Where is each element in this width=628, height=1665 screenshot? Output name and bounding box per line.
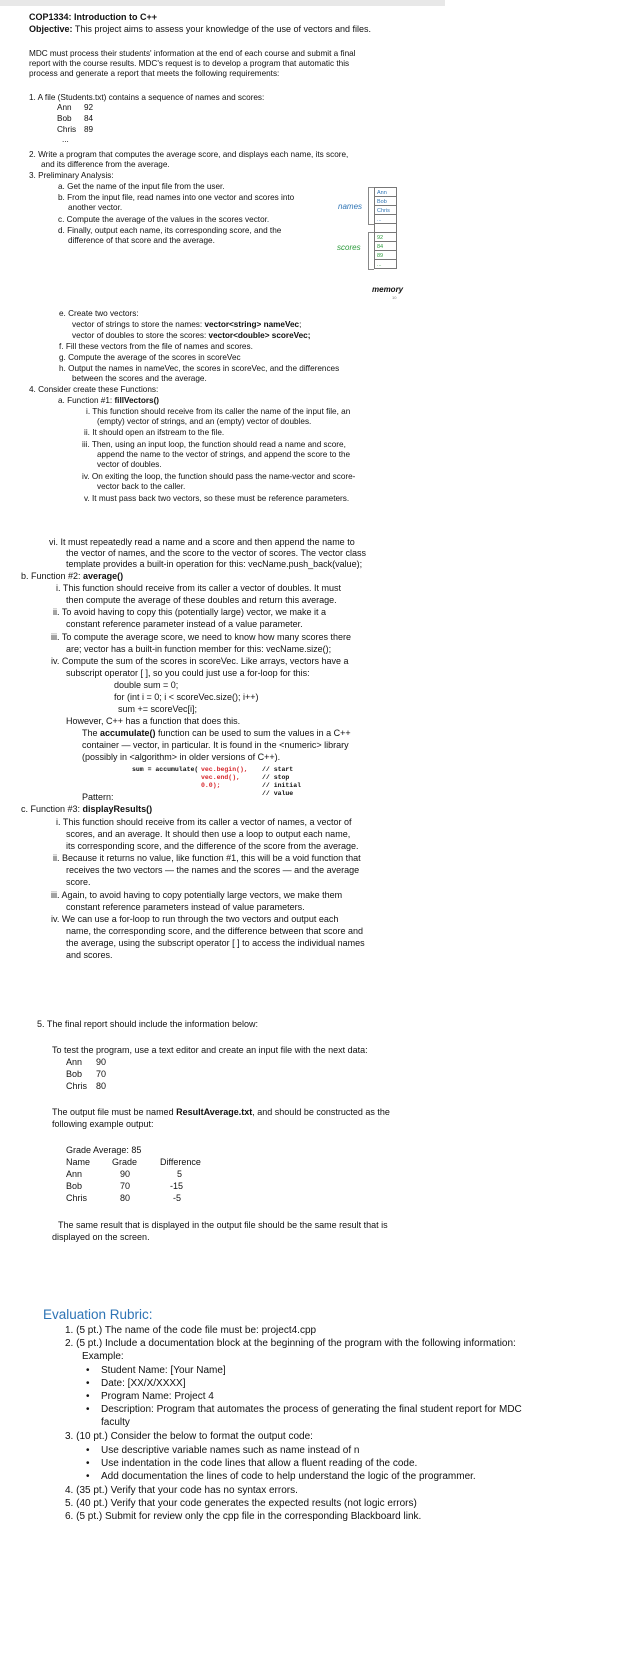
pattern-label: Pattern: (82, 792, 114, 802)
accumulate-arg: 0.0); (201, 782, 221, 789)
scores-cell: 92 (374, 232, 397, 242)
f3-ii: ii. Because it returns no value, like function #1, this will be a void function that (53, 853, 361, 863)
f1-vi: vi. It must repeatedly read a name and a score and then append the name to (49, 537, 355, 547)
f3-iv-cont: name, the corresponding score, and the difference between that score and (66, 926, 364, 936)
f3-i: i. This function should receive from its caller a vector of names, a vector of (56, 817, 352, 827)
accumulate-comment: // value (262, 790, 294, 797)
student-name: Ann (57, 103, 72, 112)
f1-vi-cont: template provides a built-in operation for this: vecName.push_back(value); (66, 559, 363, 569)
accumulate-comment: // stop (262, 774, 290, 781)
item-1: 1. A file (Students.txt) contains a sequence of names and scores: (29, 93, 265, 102)
column-header-grade: Grade (112, 1157, 138, 1167)
however-line: However, C++ has a function that does this. (66, 716, 241, 726)
item-5: 5. The final report should include the information below: (37, 1019, 258, 1029)
names-cell: Ann (374, 187, 397, 197)
f1-ii: ii. It should open an ifstream to the file. (84, 428, 225, 437)
rubric-bullet: Add documentation the lines of code to help understand the logic of the programmer. (101, 1471, 476, 1482)
student-name: Bob (57, 114, 72, 123)
ellipsis: ... (62, 135, 69, 144)
text: vector of doubles to store the scores: (72, 331, 209, 340)
text: The (82, 728, 101, 738)
f1-iv-cont: vector back to the caller. (97, 482, 186, 491)
scores-cell: ... (374, 259, 397, 269)
function-name: displayResults() (82, 804, 153, 814)
f2-iv-cont: subscript operator [ ], so you could just use a for-loop for this: (66, 668, 310, 678)
f1-v: v. It must pass back two vectors, so these must be reference parameters. (84, 494, 350, 503)
function-3-heading (21, 805, 152, 814)
input-name: Bob (66, 1069, 83, 1079)
scores-cell: 84 (374, 241, 397, 251)
f1-iv: iv. On exiting the loop, the function should pass the name-vector and score- (82, 472, 356, 481)
item-3e-strings (72, 321, 301, 329)
result-difference: 5 (177, 1169, 183, 1179)
accumulate-line (82, 729, 351, 738)
f3-i-cont: scores, and an average. It should then use a loop to output each name, (66, 829, 351, 839)
rubric-item-5: 5. (40 pt.) Verify that your code generates the expected results (not logic errors) (65, 1498, 417, 1509)
item-3c: c. Compute the average of the values in the scores vector. (58, 215, 270, 224)
output-file-line-cont: following example output: (52, 1119, 154, 1129)
item-3d: d. Finally, output each name, its corresponding score, and the (58, 226, 282, 235)
student-score: 84 (84, 114, 94, 123)
f1-iii-cont: append the name to the vector of strings, and append the score to the (97, 450, 351, 459)
objective-text: This project aims to assess your knowledge of the use of vectors and files. (74, 24, 372, 34)
result-difference: -5 (173, 1193, 182, 1203)
f1-vi-cont: the vector of names, and the score to the vector of scores. The vector class (66, 548, 366, 558)
rubric-title: Evaluation Rubric: (43, 1307, 153, 1322)
f3-iv-cont: the average, using the subscript operator [ ] to access the individual names (66, 938, 365, 948)
item-3e-doubles (72, 332, 310, 340)
item-4: 4. Consider create these Functions: (29, 385, 159, 394)
function-name: average() (83, 571, 124, 581)
rubric-bullet: Program Name: Project 4 (101, 1391, 214, 1402)
text: b. Function #2: (21, 571, 84, 581)
f1-iii: iii. Then, using an input loop, the function should read a name and score, (82, 440, 346, 449)
scores-cell: 89 (374, 250, 397, 260)
item-3a: a. Get the name of the input file from the user. (58, 182, 225, 191)
output-file-name: ResultAverage.txt (176, 1107, 253, 1117)
result-name: Chris (66, 1193, 88, 1203)
text: The output file must be named (52, 1107, 177, 1117)
bullet-icon: • (86, 1458, 90, 1469)
objective-line (29, 25, 371, 34)
same-result-line-cont: displayed on the screen. (52, 1232, 150, 1242)
f3-i-cont: its corresponding score, and the difference of the score from the average. (66, 841, 359, 851)
result-name: Ann (66, 1169, 83, 1179)
item-3b: b. From the input file, read names into one vector and scores into (58, 193, 295, 202)
input-score: 70 (96, 1069, 107, 1079)
names-cell: ... (374, 214, 397, 224)
text: , and should be constructed as the (252, 1107, 390, 1117)
text: vector of strings to store the names: (72, 320, 205, 329)
f1-iii-cont: vector of doubles. (97, 460, 162, 469)
student-score: 89 (84, 125, 94, 134)
input-score: 80 (96, 1081, 107, 1091)
intro-line: process and generate a report that meets the following requirements: (29, 69, 280, 78)
f2-i: i. This function should receive from its caller a vector of doubles. It must (56, 583, 341, 593)
f2-ii-cont: constant reference parameter instead of a value parameter. (66, 619, 303, 629)
f3-iv: iv. We can use a for-loop to run through the two vectors and output each (51, 914, 339, 924)
f2-iii-cont: are; vector has a built-in function member for this: vecName.size(); (66, 644, 332, 654)
accumulate-arg: vec.end(), (201, 774, 241, 781)
memory-title: memory (372, 285, 404, 294)
f3-ii-cont: score. (66, 877, 91, 887)
rubric-item-2: 2. (5 pt.) Include a documentation block at the beginning of the program with the following information: (65, 1338, 516, 1349)
rubric-bullet: Description: Program that automates the process of generating the final student report for MDC (101, 1404, 522, 1415)
f2-iii: iii. To compute the average score, we need to know how many scores there (51, 632, 351, 642)
names-label: names (338, 202, 363, 211)
item-3b-cont: another vector. (68, 203, 123, 212)
item-3: 3. Preliminary Analysis: (29, 171, 114, 180)
function-name: accumulate() (100, 728, 156, 738)
names-cell: Bob (374, 196, 397, 206)
rubric-item-6: 6. (5 pt.) Submit for review only the cpp file in the corresponding Blackboard link. (65, 1511, 422, 1522)
bullet-icon: • (86, 1404, 90, 1415)
scores-label: scores (337, 243, 361, 252)
f2-i-cont: then compute the average of these doubles and return this average. (66, 595, 337, 605)
rubric-bullet-cont: faculty (101, 1417, 130, 1428)
rubric-bullet: Date: [XX/X/XXXX] (101, 1378, 186, 1389)
result-grade: 80 (120, 1193, 131, 1203)
names-cell: Chris (374, 205, 397, 215)
rubric-item-3: 3. (10 pt.) Consider the below to format the output code: (65, 1431, 313, 1442)
f3-ii-cont: receives the two vectors — the names and the scores — and the average (66, 865, 360, 875)
text: function can be used to sum the values in a C++ (155, 728, 351, 738)
column-header-name: Name (66, 1157, 91, 1167)
bullet-icon: • (86, 1391, 90, 1402)
grade-average: Grade Average: 85 (66, 1145, 142, 1155)
item-3f: f. Fill these vectors from the file of names and scores. (59, 342, 253, 351)
rubric-example: Example: (82, 1351, 124, 1362)
function-1-heading (58, 397, 159, 405)
memory-page: 10 (392, 295, 397, 300)
item-2-cont: and its difference from the average. (41, 160, 170, 169)
input-score: 90 (96, 1057, 107, 1067)
result-grade: 90 (120, 1169, 131, 1179)
column-header-difference: Difference (160, 1157, 201, 1167)
accumulate-arg: vec.begin(), (201, 766, 248, 773)
item-2: 2. Write a program that computes the average score, and displays each name, its score, (29, 150, 349, 159)
accumulate-code-prefix: sum = accumulate( (132, 766, 199, 773)
rubric-bullet: Use indentation in the code lines that allow a fluent reading of the code. (101, 1458, 418, 1469)
accumulate-comment: // initial (262, 782, 302, 789)
f1-i: i. This function should receive from its caller the name of the input file, an (86, 407, 351, 416)
code-line: double sum = 0; (114, 680, 179, 690)
course-title: COP1334: Introduction to C++ (29, 12, 158, 22)
intro-line: report with the course results. MDC's request is to develop a program that automatic this (29, 59, 350, 68)
item-3g: g. Compute the average of the scores in scoreVec (59, 353, 241, 362)
test-instructions: To test the program, use a text editor and create an input file with the next data: (52, 1045, 368, 1055)
input-name: Chris (66, 1081, 88, 1091)
item-3h: h. Output the names in nameVec, the scores in scoreVec, and the differences (59, 364, 340, 373)
text: c. Function #3: (21, 804, 83, 814)
intro-line: MDC must process their students' information at the end of each course and submit a final (29, 49, 356, 58)
same-result-line: The same result that is displayed in the output file should be the same result that is (58, 1220, 388, 1230)
function-2-heading (21, 572, 123, 581)
output-file-line (52, 1108, 390, 1117)
objective-label: Objective: (29, 24, 73, 34)
result-difference: -15 (170, 1181, 184, 1191)
rubric-bullet: Student Name: [Your Name] (101, 1365, 226, 1376)
accumulate-comment: // start (262, 766, 294, 773)
bullet-icon: • (86, 1378, 90, 1389)
f1-i-cont: (empty) vector of strings, and an (empty) vector of doubles. (97, 417, 312, 426)
item-3h-cont: between the scores and the average. (72, 374, 207, 383)
text: ; (299, 320, 302, 329)
rubric-bullet: Use descriptive variable names such as name instead of n (101, 1445, 360, 1456)
code-line: sum += scoreVec[i]; (118, 704, 198, 714)
bullet-icon: • (86, 1445, 90, 1456)
result-name: Bob (66, 1181, 83, 1191)
f2-iv: iv. Compute the sum of the scores in scoreVec. Like arrays, vectors have a (51, 656, 349, 666)
item-3e: e. Create two vectors: (59, 309, 139, 318)
code-line: for (int i = 0; i < scoreVec.size(); i++) (114, 692, 259, 702)
student-score: 92 (84, 103, 94, 112)
f3-iii: iii. Again, to avoid having to copy potentially large vectors, we make them (51, 890, 343, 900)
rubric-item-4: 4. (35 pt.) Verify that your code has no syntax errors. (65, 1485, 298, 1496)
rubric-item-1: 1. (5 pt.) The name of the code file must be: project4.cpp (65, 1325, 317, 1336)
code-nameVec: vector<string> nameVec (204, 320, 300, 329)
f3-iii-cont: constant reference parameters instead of value parameters. (66, 902, 305, 912)
code-scoreVec: vector<double> scoreVec; (208, 331, 311, 340)
text: a. Function #1: (58, 396, 115, 405)
result-grade: 70 (120, 1181, 131, 1191)
f3-iv-cont: and scores. (66, 950, 113, 960)
function-name: fillVectors() (114, 396, 160, 405)
page-top-rule (0, 0, 445, 6)
f2-ii: ii. To avoid having to copy this (potentially large) vector, we make it a (53, 607, 326, 617)
accumulate-line: (possibly in <algorithm> in older versions of C++). (82, 752, 281, 762)
student-name: Chris (57, 125, 77, 134)
accumulate-line: container — vector, in particular. It is found in the <numeric> library (82, 740, 349, 750)
bullet-icon: • (86, 1365, 90, 1376)
bullet-icon: • (86, 1471, 90, 1482)
input-name: Ann (66, 1057, 83, 1067)
item-3d-cont: difference of that score and the average. (68, 236, 215, 245)
